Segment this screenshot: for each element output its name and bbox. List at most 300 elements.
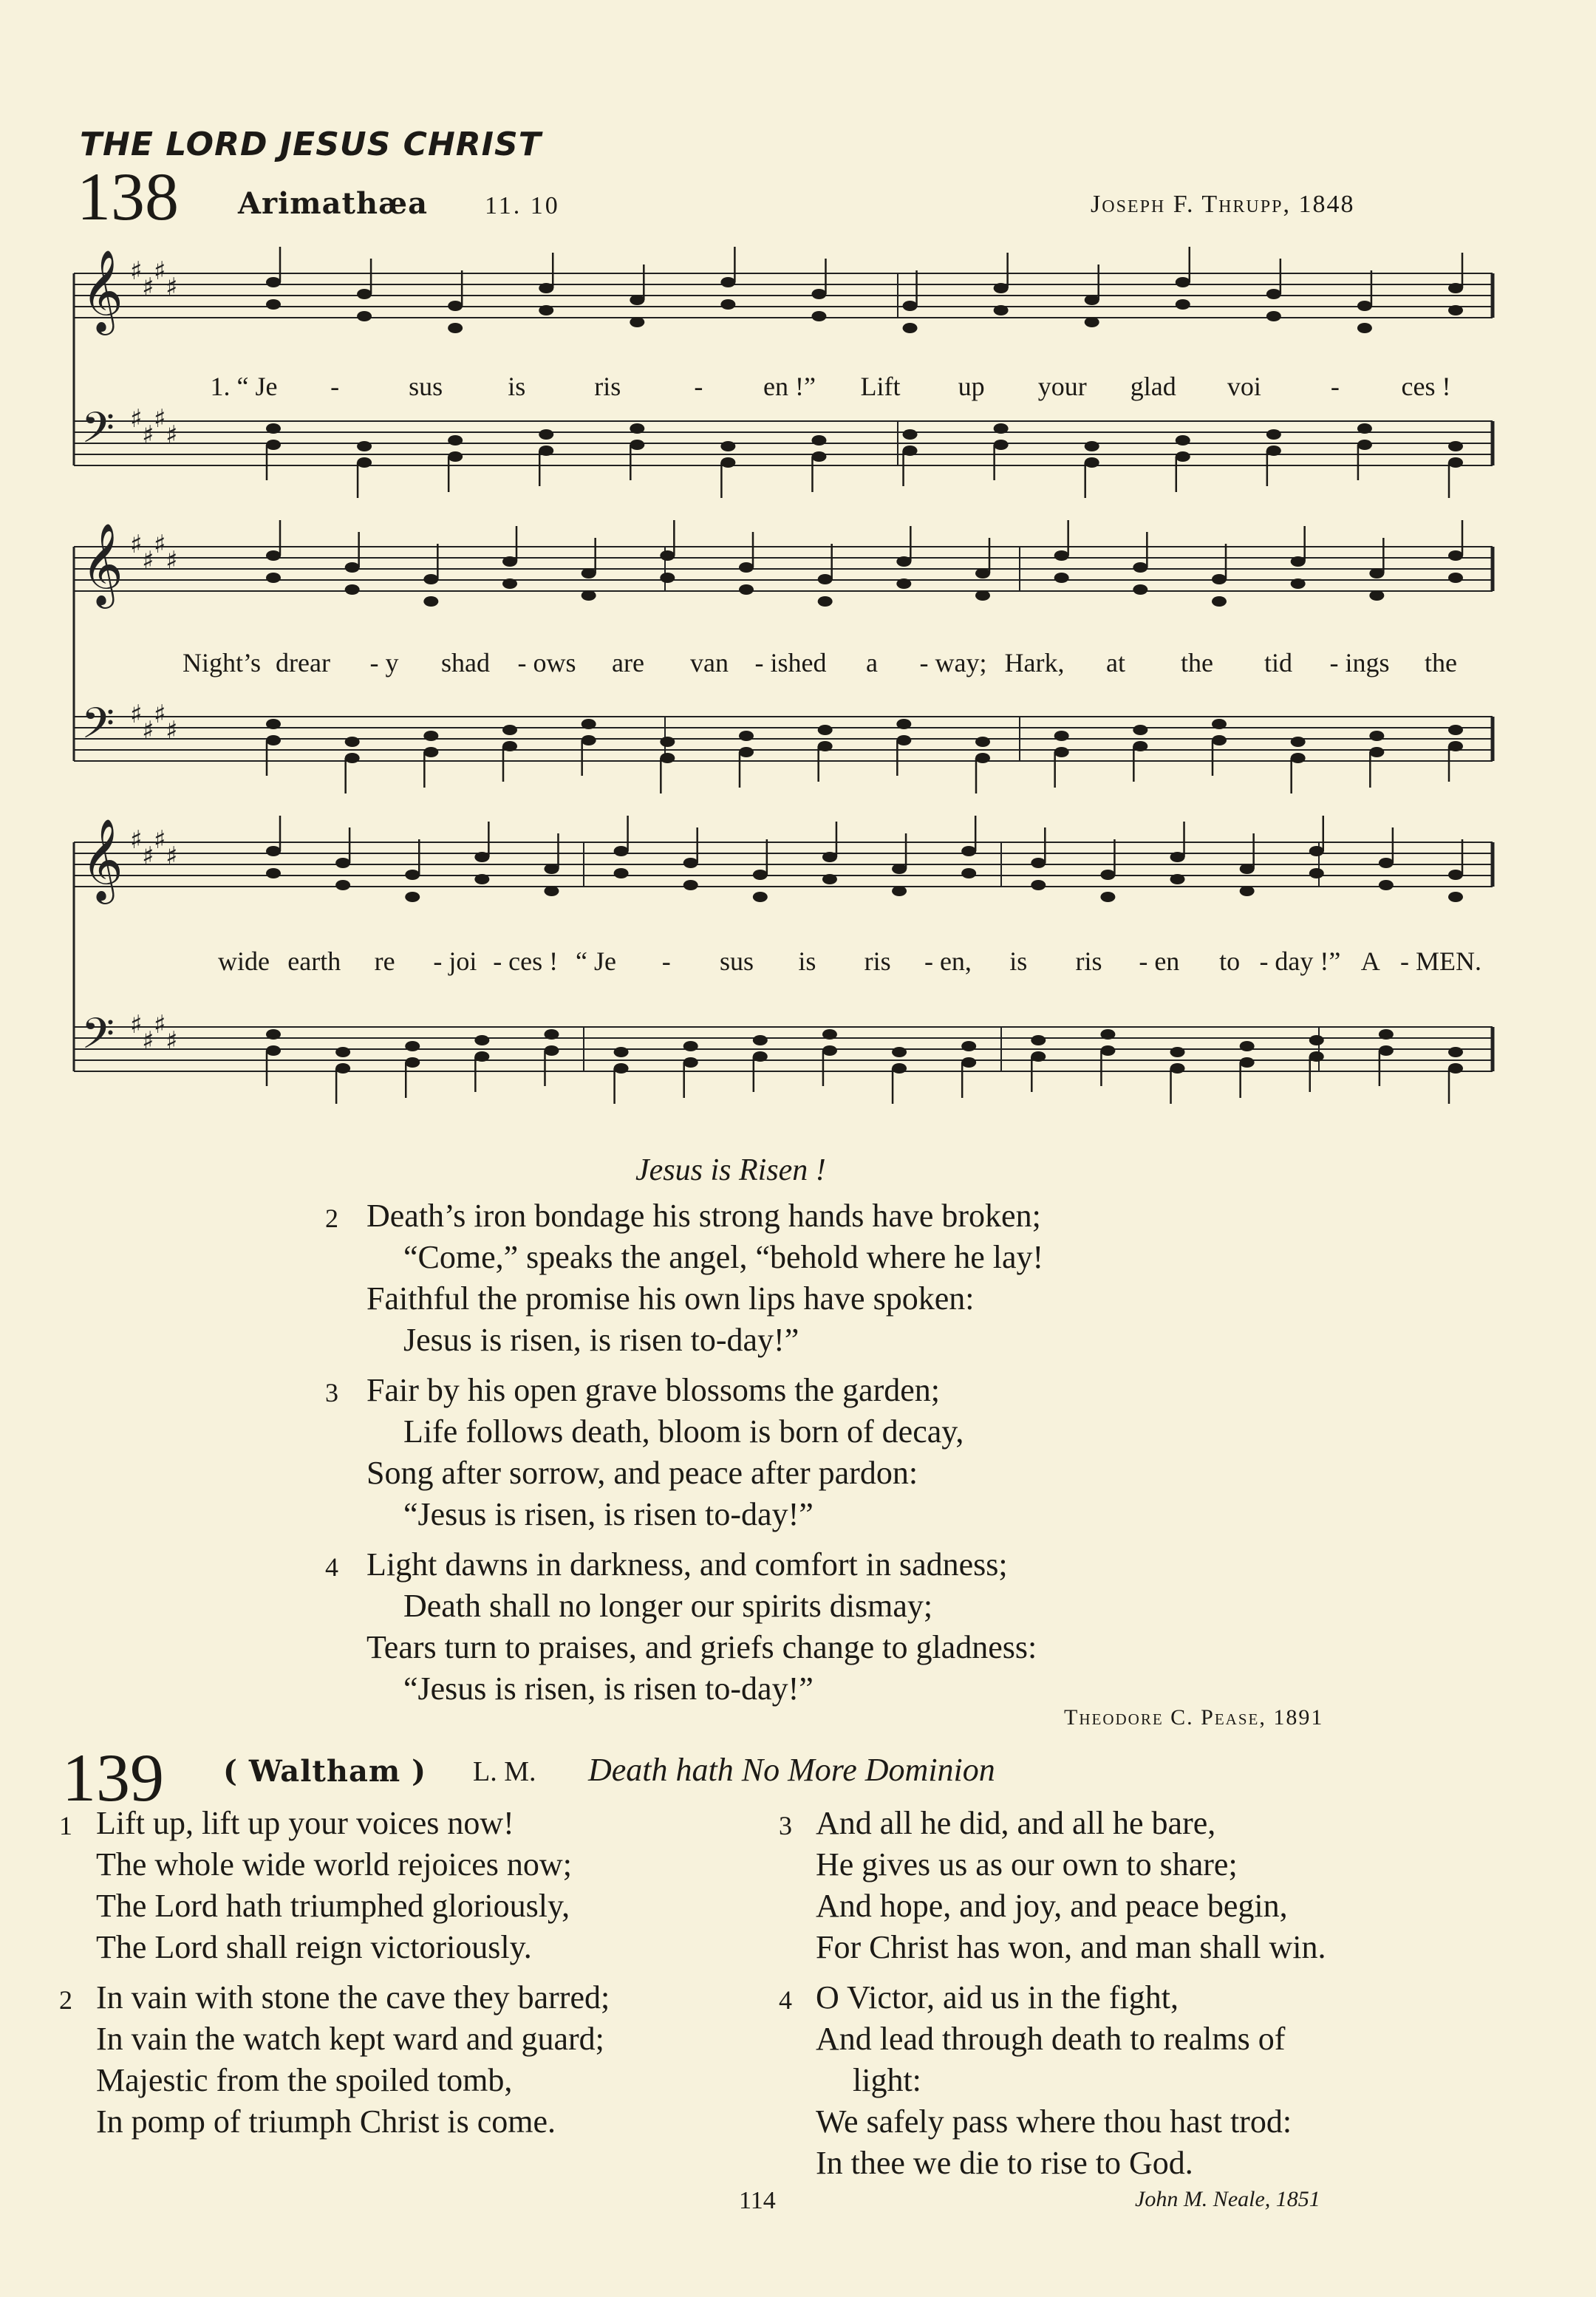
- note-head: [1309, 846, 1324, 856]
- hymn-139-number: 139: [62, 1740, 164, 1815]
- note-head: [1309, 1051, 1324, 1062]
- note-head: [1448, 550, 1463, 561]
- verse-line: And all he did, and all he bare,: [816, 1805, 1216, 1841]
- sharp-icon: ♯: [154, 530, 166, 559]
- note-head: [266, 1045, 281, 1056]
- note-head: [1448, 892, 1463, 902]
- lyric-syllable: -: [1330, 372, 1340, 401]
- note-head: [1379, 1029, 1394, 1040]
- note-head: [1031, 1035, 1046, 1045]
- page-number: 114: [739, 2187, 776, 2214]
- sharp-icon: ♯: [142, 842, 154, 871]
- note-head: [903, 323, 918, 333]
- sharp-icon: ♯: [142, 1026, 154, 1056]
- sharp-icon: ♯: [154, 1010, 166, 1040]
- note-head: [683, 1057, 698, 1068]
- sharp-icon: ♯: [142, 716, 154, 745]
- note-head: [961, 1057, 976, 1068]
- note-head: [1100, 1029, 1115, 1040]
- verse-4: [779, 1977, 1547, 2199]
- note-head: [266, 440, 281, 450]
- lyric-syllable: - ished: [754, 648, 827, 678]
- note-head: [896, 556, 911, 567]
- verse-line: light:: [853, 2062, 921, 2098]
- note-head: [474, 852, 489, 862]
- bass-clef-icon: 𝄢: [81, 698, 115, 759]
- lyric-syllable: re: [374, 946, 395, 976]
- lyric-syllable: ris: [594, 372, 621, 401]
- note-head: [1240, 1041, 1255, 1051]
- note-head: [683, 858, 698, 868]
- note-head: [896, 735, 911, 745]
- note-head: [266, 277, 281, 287]
- note-head: [975, 568, 990, 578]
- verse-2: [59, 1977, 783, 2151]
- note-head: [896, 719, 911, 729]
- note-head: [1448, 725, 1463, 735]
- hymn-138-verses: [325, 1195, 1360, 1719]
- note-head: [994, 440, 1009, 450]
- verse-line: “Come,” speaks the angel, “behold where he lay!: [403, 1239, 1044, 1275]
- note-head: [1448, 1063, 1463, 1074]
- note-head: [818, 574, 833, 584]
- note-head: [1133, 725, 1147, 735]
- note-head: [345, 562, 360, 573]
- note-head: [903, 429, 918, 440]
- lyric-syllable: van: [690, 648, 729, 678]
- sharp-icon: ♯: [166, 842, 178, 871]
- lyrics-line-2: [0, 647, 1596, 684]
- lyric-syllable: - way;: [919, 648, 987, 678]
- verse-line: The Lord shall reign victoriously.: [96, 1929, 532, 1965]
- note-head: [502, 741, 517, 751]
- note-head: [1133, 741, 1147, 751]
- verse-line: “Jesus is risen, is risen to-day!”: [403, 1496, 814, 1532]
- note-head: [335, 1047, 350, 1057]
- verse-number: 1: [59, 1811, 72, 1840]
- note-head: [266, 719, 281, 729]
- note-head: [739, 747, 754, 757]
- note-head: [683, 1041, 698, 1051]
- lyric-syllable: shad: [441, 648, 490, 678]
- sharp-icon: ♯: [142, 420, 154, 450]
- sharp-icon: ♯: [154, 825, 166, 855]
- lyric-syllable: your: [1037, 372, 1087, 401]
- note-head: [822, 874, 837, 884]
- note-head: [582, 568, 596, 578]
- verse-line: O Victor, aid us in the fight,: [816, 1979, 1179, 2016]
- verse-2: [325, 1195, 1360, 1370]
- note-head: [1266, 311, 1281, 321]
- note-head: [357, 441, 372, 451]
- verse-number: 4: [779, 1985, 792, 2015]
- note-head: [739, 584, 754, 595]
- note-head: [903, 301, 918, 311]
- note-head: [539, 305, 553, 315]
- note-head: [539, 283, 553, 293]
- note-head: [896, 578, 911, 589]
- note-head: [1448, 283, 1463, 293]
- lyric-syllable: - y: [369, 648, 399, 678]
- note-head: [266, 1029, 281, 1040]
- bass-clef-icon: 𝄢: [81, 1008, 115, 1069]
- verse-line: In vain with stone the cave they barred;: [96, 1979, 610, 2016]
- note-head: [448, 435, 463, 446]
- note-head: [1170, 1063, 1185, 1074]
- lyric-syllable: tid: [1264, 648, 1293, 678]
- note-head: [614, 868, 629, 878]
- note-head: [1100, 870, 1115, 880]
- note-head: [1031, 858, 1046, 868]
- sharp-icon: ♯: [154, 404, 166, 434]
- note-head: [1309, 1035, 1324, 1045]
- note-head: [544, 886, 559, 896]
- note-head: [994, 283, 1009, 293]
- note-head: [1100, 1045, 1115, 1056]
- hymn-138-composer: Joseph F. Thrupp, 1848: [1091, 191, 1355, 218]
- note-head: [266, 423, 281, 434]
- lyric-syllable: Hark,: [1004, 648, 1065, 678]
- hymn-138-subtitle: Jesus is Risen !: [635, 1153, 826, 1187]
- note-head: [1212, 574, 1227, 584]
- note-head: [582, 735, 596, 745]
- note-head: [1085, 317, 1099, 327]
- note-head: [423, 731, 438, 741]
- note-head: [1054, 550, 1069, 561]
- note-head: [720, 441, 735, 451]
- note-head: [266, 846, 281, 856]
- lyric-syllable: to: [1219, 946, 1241, 976]
- note-head: [1357, 440, 1372, 450]
- sharp-icon: ♯: [130, 700, 143, 729]
- note-head: [720, 299, 735, 310]
- note-head: [1054, 731, 1069, 741]
- sharp-icon: ♯: [166, 273, 178, 302]
- lyric-syllable: A: [1360, 946, 1380, 976]
- lyrics-line-3: [0, 946, 1596, 983]
- lyric-syllable: sus: [409, 372, 443, 401]
- lyric-syllable: a: [866, 648, 878, 678]
- verse-number: 3: [325, 1378, 338, 1407]
- lyric-syllable: is: [508, 372, 526, 401]
- sharp-icon: ♯: [166, 420, 178, 450]
- treble-clef-icon: 𝄞: [81, 249, 123, 332]
- verse-number: 3: [779, 1811, 792, 1840]
- note-head: [892, 1047, 907, 1057]
- note-head: [818, 741, 833, 751]
- lyric-syllable: en !”: [763, 372, 816, 401]
- treble-clef-icon: 𝄞: [81, 818, 123, 901]
- note-head: [357, 457, 372, 468]
- note-head: [544, 1045, 559, 1056]
- note-head: [1054, 573, 1069, 583]
- note-head: [630, 423, 644, 434]
- note-head: [357, 311, 372, 321]
- note-head: [335, 858, 350, 868]
- music-staves-3: [66, 813, 1515, 1153]
- note-head: [614, 846, 629, 856]
- note-head: [544, 1029, 559, 1040]
- note-head: [720, 277, 735, 287]
- note-head: [1448, 1047, 1463, 1057]
- note-head: [630, 317, 644, 327]
- note-head: [961, 846, 976, 856]
- note-head: [975, 737, 990, 747]
- lyrics-line-1: [0, 371, 1596, 408]
- note-head: [423, 747, 438, 757]
- verse-number: 2: [59, 1985, 72, 2015]
- lyric-syllable: the: [1425, 648, 1457, 678]
- note-head: [1176, 299, 1190, 310]
- note-head: [1291, 578, 1306, 589]
- note-head: [448, 323, 463, 333]
- note-head: [1031, 880, 1046, 890]
- verse-line: In thee we die to rise to God.: [816, 2145, 1193, 2181]
- note-head: [1133, 584, 1147, 595]
- note-head: [1176, 435, 1190, 446]
- note-head: [1309, 868, 1324, 878]
- lyric-syllable: “ Je: [575, 946, 616, 976]
- note-head: [335, 880, 350, 890]
- sharp-icon: ♯: [166, 1026, 178, 1056]
- hymn-138-author: Theodore C. Pease, 1891: [1064, 1705, 1324, 1730]
- note-head: [405, 1041, 420, 1051]
- note-head: [1357, 323, 1372, 333]
- lyric-syllable: earth: [287, 946, 341, 976]
- note-head: [683, 880, 698, 890]
- note-head: [1054, 747, 1069, 757]
- note-head: [1170, 1047, 1185, 1057]
- note-head: [1212, 596, 1227, 607]
- note-head: [448, 451, 463, 462]
- verse-line: Lift up, lift up your voices now!: [96, 1805, 514, 1841]
- sharp-icon: ♯: [130, 825, 143, 855]
- verse-line: “Jesus is risen, is risen to-day!”: [403, 1670, 814, 1707]
- note-head: [335, 1063, 350, 1074]
- hymn-139-verses-left: [59, 1803, 783, 2151]
- note-head: [1085, 295, 1099, 305]
- note-head: [1100, 892, 1115, 902]
- hymn-138-tune-name: Arimathæa: [238, 186, 429, 221]
- note-head: [903, 446, 918, 456]
- note-head: [582, 719, 596, 729]
- lyric-syllable: - day !”: [1259, 946, 1341, 976]
- verse-line: Fair by his open grave blossoms the garden;: [366, 1372, 940, 1408]
- note-head: [502, 725, 517, 735]
- lyric-syllable: - ces !: [493, 946, 559, 976]
- verse-number: 2: [325, 1204, 338, 1233]
- verse-line: We safely pass where thou hast trod:: [816, 2103, 1292, 2140]
- verse-line: Death’s iron bondage his strong hands have broken;: [366, 1198, 1041, 1234]
- sharp-icon: ♯: [130, 1010, 143, 1040]
- note-head: [822, 1045, 837, 1056]
- note-head: [1085, 441, 1099, 451]
- hymn-139-tune-name: ( Waltham ): [223, 1754, 427, 1789]
- verse-4: [325, 1544, 1360, 1719]
- lyric-syllable: wide: [218, 946, 270, 976]
- note-head: [1291, 737, 1306, 747]
- lyric-syllable: are: [612, 648, 644, 678]
- hymn-138-meter: 11. 10: [485, 192, 560, 219]
- sharp-icon: ♯: [166, 546, 178, 576]
- verse-line: Majestic from the spoiled tomb,: [96, 2062, 513, 2098]
- verse-3: [779, 1803, 1547, 1977]
- sharp-icon: ♯: [130, 530, 143, 559]
- lyric-syllable: - ings: [1329, 648, 1390, 678]
- note-head: [811, 451, 826, 462]
- section-title: THE LORD JESUS CHRIST: [80, 126, 542, 163]
- lyric-syllable: Lift: [860, 372, 901, 401]
- note-head: [1448, 741, 1463, 751]
- note-head: [1379, 858, 1394, 868]
- hymn-139-verses-right: [779, 1803, 1547, 2199]
- verse-line: Tears turn to praises, and griefs change to gladness:: [366, 1629, 1037, 1665]
- lyric-syllable: Night’s: [182, 648, 262, 678]
- lyric-syllable: is: [798, 946, 816, 976]
- sharp-icon: ♯: [154, 700, 166, 729]
- note-head: [1212, 735, 1227, 745]
- note-head: [1240, 1057, 1255, 1068]
- note-head: [345, 584, 360, 595]
- note-head: [405, 1057, 420, 1068]
- note-head: [266, 550, 281, 561]
- note-head: [892, 1063, 907, 1074]
- note-head: [753, 892, 768, 902]
- note-head: [1170, 874, 1185, 884]
- note-head: [892, 864, 907, 874]
- note-head: [1448, 870, 1463, 880]
- hymn-139-meter: L. M.: [473, 1756, 536, 1787]
- note-head: [502, 578, 517, 589]
- verse-line: The whole wide world rejoices now;: [96, 1846, 572, 1883]
- note-head: [1085, 457, 1099, 468]
- sharp-icon: ♯: [142, 273, 154, 302]
- verse-line: And lead through death to realms of: [816, 2021, 1286, 2057]
- note-head: [811, 435, 826, 446]
- verse-line: Light dawns in darkness, and comfort in sadness;: [366, 1546, 1008, 1583]
- hymn-138-number: 138: [77, 159, 179, 234]
- lyric-syllable: ris: [864, 946, 891, 976]
- note-head: [1357, 301, 1372, 311]
- note-head: [994, 423, 1009, 434]
- verse-line: Faithful the promise his own lips have spoken:: [366, 1280, 975, 1317]
- lyric-syllable: - en,: [924, 946, 972, 976]
- note-head: [753, 1035, 768, 1045]
- verse-line: In pomp of triumph Christ is come.: [96, 2103, 556, 2140]
- note-head: [357, 289, 372, 299]
- treble-clef-icon: 𝄞: [81, 522, 123, 605]
- note-head: [1266, 446, 1281, 456]
- bass-clef-icon: 𝄢: [81, 403, 115, 463]
- note-head: [753, 1051, 768, 1062]
- note-head: [1176, 451, 1190, 462]
- note-head: [1170, 852, 1185, 862]
- lyric-syllable: - en: [1139, 946, 1180, 976]
- verse-line: Life follows death, bloom is born of decay,: [403, 1413, 964, 1450]
- note-head: [822, 852, 837, 862]
- note-head: [660, 737, 675, 747]
- verse-number: 4: [325, 1552, 338, 1582]
- note-head: [539, 446, 553, 456]
- note-head: [1291, 753, 1306, 763]
- note-head: [822, 1029, 837, 1040]
- note-head: [1240, 864, 1255, 874]
- note-head: [405, 892, 420, 902]
- lyric-syllable: is: [1009, 946, 1028, 976]
- note-head: [266, 299, 281, 310]
- note-head: [994, 305, 1009, 315]
- music-system-3: [66, 813, 1515, 1153]
- sharp-icon: ♯: [142, 546, 154, 576]
- note-head: [753, 870, 768, 880]
- lyric-syllable: - joi: [433, 946, 477, 976]
- note-head: [1266, 429, 1281, 440]
- lyric-syllable: sus: [720, 946, 754, 976]
- note-head: [266, 735, 281, 745]
- note-head: [1133, 562, 1147, 573]
- verse-line: Death shall no longer our spirits dismay;: [403, 1588, 933, 1624]
- note-head: [811, 289, 826, 299]
- lyric-syllable: ris: [1075, 946, 1102, 976]
- lyric-syllable: the: [1181, 648, 1213, 678]
- note-head: [811, 311, 826, 321]
- note-head: [1266, 289, 1281, 299]
- note-head: [1369, 590, 1384, 601]
- note-head: [405, 870, 420, 880]
- verse-1: [59, 1803, 783, 1977]
- note-head: [1031, 1051, 1046, 1062]
- lyric-syllable: glad: [1130, 372, 1176, 401]
- note-head: [630, 440, 644, 450]
- verse-line: In vain the watch kept ward and guard;: [96, 2021, 604, 2057]
- note-head: [818, 725, 833, 735]
- verse-line-justified: [816, 2018, 1473, 2060]
- lyric-syllable: ces !: [1401, 372, 1451, 401]
- note-head: [448, 301, 463, 311]
- note-head: [961, 868, 976, 878]
- note-head: [1379, 880, 1394, 890]
- lyric-syllable: up: [958, 372, 985, 401]
- hymn-139-subtitle: Death hath No More Dominion: [588, 1752, 995, 1788]
- lyric-syllable: - MEN.: [1400, 946, 1481, 976]
- note-head: [739, 731, 754, 741]
- note-head: [975, 753, 990, 763]
- lyric-syllable: -: [661, 946, 671, 976]
- verse-line: And hope, and joy, and peace begin,: [816, 1888, 1288, 1924]
- lyric-syllable: voi: [1227, 372, 1261, 401]
- note-head: [544, 864, 559, 874]
- sharp-icon: ♯: [154, 256, 166, 286]
- note-head: [660, 573, 675, 583]
- note-head: [1369, 731, 1384, 741]
- note-head: [1176, 277, 1190, 287]
- note-head: [1448, 457, 1463, 468]
- note-head: [266, 573, 281, 583]
- note-head: [474, 1051, 489, 1062]
- verse-3: [325, 1370, 1360, 1544]
- note-head: [1379, 1045, 1394, 1056]
- hymn-139-author: John M. Neale, 1851: [1135, 2187, 1320, 2211]
- sharp-icon: ♯: [166, 716, 178, 745]
- lyric-syllable: -: [694, 372, 703, 401]
- lyric-syllable: 1. “ Je: [210, 372, 278, 401]
- note-head: [720, 457, 735, 468]
- sharp-icon: ♯: [130, 256, 143, 286]
- note-head: [266, 868, 281, 878]
- note-head: [975, 590, 990, 601]
- note-head: [582, 590, 596, 601]
- note-head: [474, 874, 489, 884]
